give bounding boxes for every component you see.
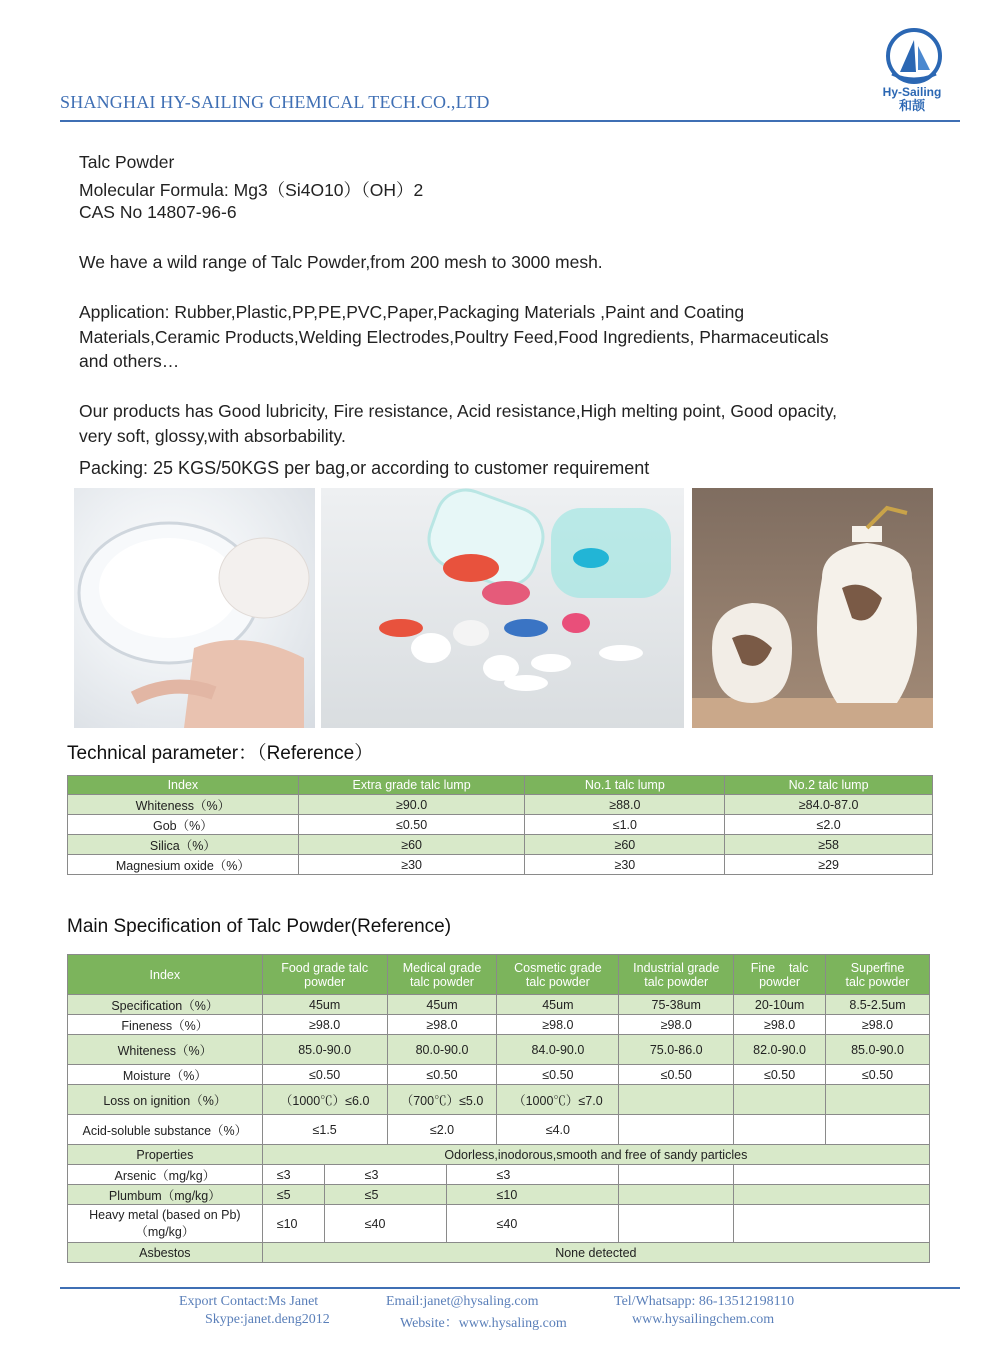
- logo-text: Hy-Sailing: [882, 85, 942, 99]
- table-cell: 8.5-2.5um: [826, 995, 930, 1015]
- table-cell: ≤1.5: [262, 1115, 387, 1145]
- table-cell: 20-10um: [734, 995, 826, 1015]
- skype-id: Skype:janet.deng2012: [205, 1312, 330, 1327]
- header-line: talc powder: [644, 974, 709, 989]
- cas-number: CAS No 14807-96-6: [79, 202, 237, 222]
- header-line: talc powder: [410, 974, 474, 989]
- table-cell: ≤3: [262, 1165, 324, 1185]
- table-header: [619, 955, 734, 995]
- table-row: [68, 855, 933, 875]
- table-header: [497, 955, 619, 995]
- table-cell: ≤0.50: [262, 1065, 387, 1085]
- table-cell: ≤2.0: [725, 815, 933, 835]
- table-cell: ≤2.0: [387, 1115, 497, 1145]
- table-row: [68, 795, 933, 815]
- table-cell: 45um: [387, 995, 497, 1015]
- header-line: Superfine: [850, 960, 905, 975]
- table-cell: [734, 1085, 826, 1115]
- table-cell: ≤10: [446, 1185, 619, 1205]
- table-header: Extra grade talc lump: [298, 776, 525, 795]
- table-cell: ≤5: [324, 1185, 446, 1205]
- table-cell: [734, 1205, 930, 1243]
- table-cell: ≤4.0: [497, 1115, 619, 1145]
- company-name: SHANGHAI HY-SAILING CHEMICAL TECH.CO.,LTD: [60, 92, 490, 112]
- products-line-1: Our products has Good lubricity, Fire resistance, Acid resistance,High melting point, Good opacity,: [79, 401, 838, 421]
- table-cell: 80.0-90.0: [387, 1035, 497, 1065]
- header-line: Cosmetic grade: [514, 960, 602, 975]
- table-cell: ≥60: [525, 835, 725, 855]
- table-cell: ≥30: [298, 855, 525, 875]
- table-cell: Acid-soluble substance（%）: [68, 1115, 263, 1145]
- table-cell: ≤1.0: [525, 815, 725, 835]
- table-cell: ≥98.0: [619, 1015, 734, 1035]
- products-line-2: very soft, glossy,with absorbability.: [79, 426, 346, 446]
- table-cell: Properties: [68, 1145, 263, 1165]
- table-cell: None detected: [262, 1243, 929, 1263]
- table-row: [68, 1015, 930, 1035]
- table-cell: 82.0-90.0: [734, 1035, 826, 1065]
- pills-photo: [321, 488, 684, 728]
- table-cell: ≥84.0-87.0: [725, 795, 933, 815]
- table-cell: [619, 1185, 734, 1205]
- ceramic-vases-photo: [692, 488, 933, 728]
- table-cell: 45um: [262, 995, 387, 1015]
- table-cell: Moisture（%）: [68, 1065, 263, 1085]
- header-line: Medical grade: [402, 960, 482, 975]
- main-spec-heading: Main Specification of Talc Powder(Reference): [67, 916, 452, 937]
- header-line: talc powder: [525, 974, 590, 989]
- website-link-2[interactable]: www.hysailingchem.com: [632, 1312, 775, 1327]
- table-cell: [826, 1115, 930, 1145]
- header-line: Industrial grade: [633, 960, 720, 975]
- table-cell: ≥98.0: [826, 1015, 930, 1035]
- talc-powder-photo: [74, 488, 315, 728]
- header-divider: [60, 120, 960, 122]
- cell-line: （mg/kg）: [135, 1224, 195, 1239]
- table-header: No.1 talc lump: [525, 776, 725, 795]
- product-name: Talc Powder: [79, 152, 175, 172]
- table-row: [68, 1205, 930, 1243]
- email-link[interactable]: Email:janet@hysaling.com: [386, 1294, 539, 1309]
- table-cell: Whiteness（%）: [68, 1035, 263, 1065]
- range-text: We have a wild range of Talc Powder,from 200 mesh to 3000 mesh.: [79, 252, 603, 272]
- table-header: Index: [68, 955, 263, 995]
- table-cell: ≥98.0: [262, 1015, 387, 1035]
- table-row: [68, 1243, 930, 1263]
- application-line-2: Materials,Ceramic Products,Welding Electrodes,Poultry Feed,Food Ingredients, Pharmaceuticals: [79, 327, 829, 347]
- table-cell: [619, 1115, 734, 1145]
- tech-parameter-table: [67, 775, 933, 875]
- table-cell: ≥30: [525, 855, 725, 875]
- table-cell: （700℃）≤5.0: [387, 1085, 497, 1115]
- table-cell: Whiteness（%）: [68, 795, 299, 815]
- table-cell: Fineness（%）: [68, 1015, 263, 1035]
- table-cell: ≤0.50: [619, 1065, 734, 1085]
- table-cell: Arsenic（mg/kg）: [68, 1165, 263, 1185]
- table-cell: 75-38um: [619, 995, 734, 1015]
- header-line: Fine talc: [750, 960, 809, 975]
- table-cell: ≤5: [262, 1185, 324, 1205]
- table-cell: 45um: [497, 995, 619, 1015]
- table-cell: Silica（%）: [68, 835, 299, 855]
- table-cell: ≥58: [725, 835, 933, 855]
- table-cell: ≤3: [446, 1165, 619, 1185]
- table-header: [387, 955, 497, 995]
- application-label: Application:: [79, 302, 170, 322]
- table-cell: ≤40: [446, 1205, 619, 1243]
- table-row: [68, 1065, 930, 1085]
- application-line-3: and others…: [79, 351, 180, 371]
- header-line: Food grade talc: [281, 960, 369, 975]
- website-link[interactable]: Website：www.hysaling.com: [400, 1316, 567, 1331]
- cell-line: Heavy metal (based on Pb): [89, 1207, 241, 1222]
- table-cell: ≤0.50: [497, 1065, 619, 1085]
- table-row: [68, 1085, 930, 1115]
- table-cell: Gob（%）: [68, 815, 299, 835]
- packing-text: Packing: 25 KGS/50KGS per bag,or according to customer requirement: [79, 458, 650, 478]
- table-cell: Magnesium oxide（%）: [68, 855, 299, 875]
- application-line-1: [79, 302, 744, 323]
- table-cell: ≤0.50: [826, 1065, 930, 1085]
- table-row: [68, 1035, 930, 1065]
- tech-parameter-heading: Technical parameter：（Reference）: [67, 743, 374, 764]
- table-row: [68, 815, 933, 835]
- table-cell: [734, 1165, 930, 1185]
- table-cell: ≤0.50: [298, 815, 525, 835]
- table-header: [262, 955, 387, 995]
- table-row: [68, 835, 933, 855]
- table-cell: Asbestos: [68, 1243, 263, 1263]
- table-row: [68, 1115, 930, 1145]
- table-row: [68, 995, 930, 1015]
- header-line: powder: [759, 974, 801, 989]
- table-cell: [734, 1115, 826, 1145]
- tel-whatsapp: Tel/Whatsapp: 86-13512198110: [614, 1294, 795, 1309]
- table-cell: ≥98.0: [734, 1015, 826, 1035]
- application-text: Rubber,Plastic,PP,PE,PVC,Paper,Packaging Materials ,Paint and Coating: [169, 302, 745, 322]
- molecular-formula: Molecular Formula: Mg3（Si4O10）（OH）2: [79, 180, 424, 200]
- table-cell: ≥98.0: [387, 1015, 497, 1035]
- table-header: [826, 955, 930, 995]
- table-cell: [619, 1085, 734, 1115]
- table-cell: [68, 1205, 263, 1243]
- table-cell: ≥88.0: [525, 795, 725, 815]
- table-cell: ≥98.0: [497, 1015, 619, 1035]
- table-cell: 85.0-90.0: [826, 1035, 930, 1065]
- table-cell: [619, 1165, 734, 1185]
- table-cell: ≥90.0: [298, 795, 525, 815]
- table-cell: ≥29: [725, 855, 933, 875]
- table-cell: [734, 1185, 930, 1205]
- table-cell: ≤0.50: [734, 1065, 826, 1085]
- table-header: [734, 955, 826, 995]
- table-cell: （1000℃）≤7.0: [497, 1085, 619, 1115]
- table-header: No.2 talc lump: [725, 776, 933, 795]
- table-cell: 85.0-90.0: [262, 1035, 387, 1065]
- header-line: powder: [304, 974, 346, 989]
- table-cell: ≤40: [324, 1205, 446, 1243]
- table-cell: Odorless,inodorous,smooth and free of sandy particles: [262, 1145, 929, 1165]
- header-line: talc powder: [845, 974, 910, 989]
- main-spec-table: [67, 954, 930, 1263]
- table-cell: Plumbum（mg/kg）: [68, 1185, 263, 1205]
- table-cell: 75.0-86.0: [619, 1035, 734, 1065]
- table-cell: （1000℃）≤6.0: [262, 1085, 387, 1115]
- table-cell: ≤0.50: [387, 1065, 497, 1085]
- table-cell: ≥60: [298, 835, 525, 855]
- table-cell: ≤10: [262, 1205, 324, 1243]
- table-cell: [826, 1085, 930, 1115]
- table-cell: [619, 1205, 734, 1243]
- table-row: [68, 1185, 930, 1205]
- footer-divider: [60, 1287, 960, 1289]
- logo-chinese-text: 和颉: [898, 98, 925, 113]
- table-cell: Loss on ignition（%）: [68, 1085, 263, 1115]
- table-row: [68, 1145, 930, 1165]
- table-row: [68, 1165, 930, 1185]
- table-cell: ≤3: [324, 1165, 446, 1185]
- table-cell: 84.0-90.0: [497, 1035, 619, 1065]
- table-header: Index: [68, 776, 299, 795]
- export-contact: Export Contact:Ms Janet: [179, 1294, 319, 1309]
- table-cell: Specification（%）: [68, 995, 263, 1015]
